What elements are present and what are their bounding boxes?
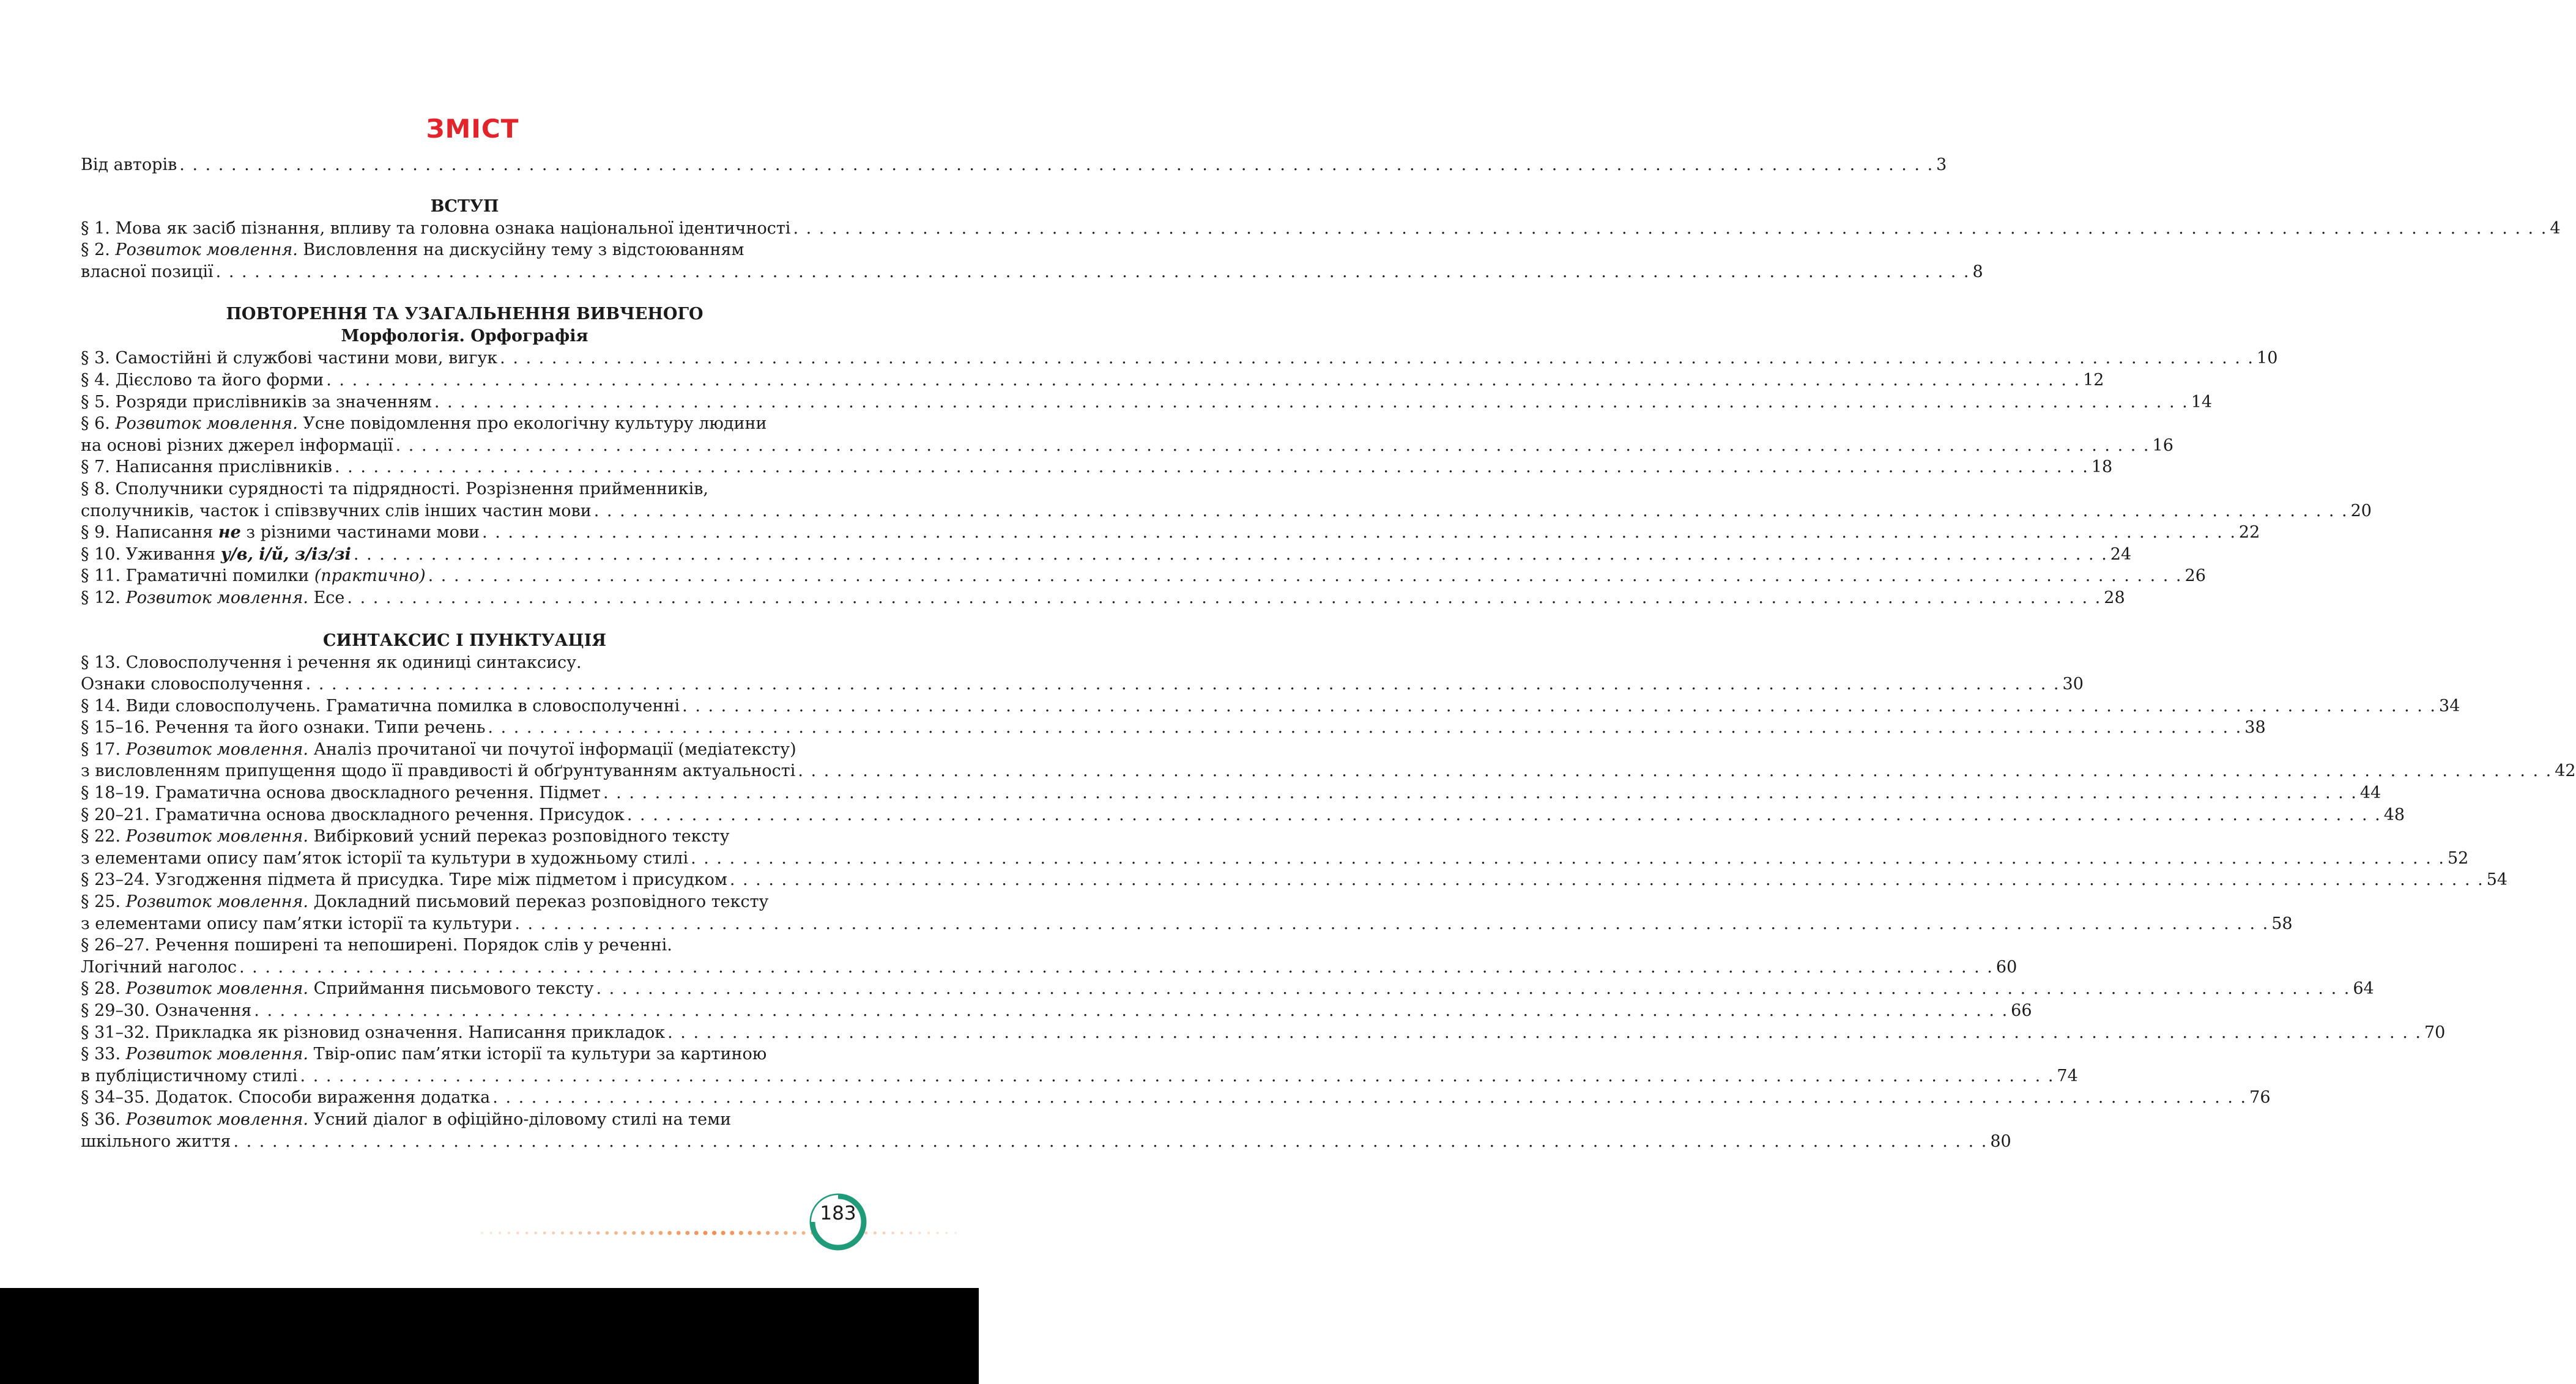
dot-leader: . . . . . . . . . . . . . . . . . . . . . . . . . . . . . . . . . . . . . . . . . . . . . . . . . . . . . . . . . . . . . . . . . . . . . . . . . . . . . . . . . . . . . . . . . . . . . . . . . . . . . . . . . . . . . . . . . . . . . . . . . . . . . . . . . . . . . . . .: [596, 979, 2351, 999]
decorative-dot: [596, 1231, 600, 1235]
entry-page: 66: [2011, 1001, 2032, 1020]
section-heading-review: ПОВТОРЕННЯ ТА УЗАГАЛЬНЕННЯ ВИВЧЕНОГО: [226, 305, 703, 324]
toc-entry-4[interactable]: § 4. Дієслово та його форми . . . . . . . . . . . . . . . . . . . . . . . . . . . . . . . . . . . . . . . . . . . . . . . . . . . . . . . . . . . . . . . . . . . . . . . . . . . . . . . . . . . . . . . . . . . . . . . . . . . . . . . . . . . . . . . . . . . . . . . . . . . . . . . . . . . . . . . . 12: [81, 369, 848, 391]
dot-leader: . . . . . . . . . . . . . . . . . . . . . . . . . . . . . . . . . . . . . . . . . . . . . . . . . . . . . . . . . . . . . . . . . . . . . . . . . . . . . . . . . . . . . . . . . . . . . . . . . . . . . . . . . . . . . . . . . . . . . . . . . . . . . . . . . . . . . . . .: [254, 1001, 2009, 1020]
speech-development-label: Розвиток мовлення.: [125, 1045, 308, 1064]
entry-page: 8: [1972, 262, 1983, 281]
dot-leader: . . . . . . . . . . . . . . . . . . . . . . . . . . . . . . . . . . . . . . . . . . . . . . . . . . . . . . . . . . . . . . . . . . . . . . . . . . . . . . . . . . . . . . . . . . . . . . . . . . . . . . . . . . . . . . . . . . . . . . . . . . . . . . . . . . . . . . . .: [233, 1131, 1988, 1151]
bottom-black-bar: [0, 1288, 979, 1384]
decorative-dot: [552, 1232, 555, 1235]
entry-text: Додаток. Способи вираження додатка: [155, 1088, 491, 1108]
entry-text: Означення: [155, 1001, 252, 1020]
entry-text-line1: Усний діалог в офіційно-діловому стилі на теми: [313, 1109, 732, 1129]
dot-leader: . . . . . . . . . . . . . . . . . . . . . . . . . . . . . . . . . . . . . . . . . . . . . . . . . . . . . . . . . . . . . . . . . . . . . . . . . . . . . . . . . . . . . . . . . . . . . . . . . . . . . . . . . . . . . . . . . . . . . . . . . . . . . . . . . . . . . . . .: [691, 848, 2445, 868]
dot-leader: . . . . . . . . . . . . . . . . . . . . . . . . . . . . . . . . . . . . . . . . . . . . . . . . . . . . . . . . . . . . . . . . . . . . . . . . . . . . . . . . . . . . . . . . . . . . . . . . . . . . . . . . . . . . . . . . . . . . . . . . . . . . . . . . . . . . . . . .: [326, 370, 2081, 390]
entry-text: Граматична основа двоскладного речення. Присудок: [155, 805, 625, 824]
section-heading-syntax: СИНТАКСИС І ПУНКТУАЦІЯ: [322, 631, 607, 650]
toc-entry-17[interactable]: § 17. Розвиток мовлення. Аналіз прочитаної чи почутої інформації (медіатексту) з висловленням припущення щодо її правдивості й обґрунтуванням актуальності . . . . . . . . . . . . . . . . . . . . . . . . . . . . . . . . . . . . . . . . . . . . . . . . . . . . . . . . . . . . . . . . . . . . . . . . . . . . . . . . . . . . . . . . . . . . . . . . . . . . . . . . . . . . . . . . . . . . . . . . . . . . . . . . . . . . . . . . 42: [81, 739, 848, 782]
decorative-dot: [632, 1231, 636, 1235]
entry-text-line2: на основі різних джерел інформації: [81, 435, 393, 455]
toc-entry-9[interactable]: § 9. Написання не з різними частинами мови . . . . . . . . . . . . . . . . . . . . . . . . . . . . . . . . . . . . . . . . . . . . . . . . . . . . . . . . . . . . . . . . . . . . . . . . . . . . . . . . . . . . . . . . . . . . . . . . . . . . . . . . . . . . . . . . . . . . . . . . . . . . . . . . . . . . . . . . 22: [81, 522, 848, 544]
entry-page: 54: [2486, 870, 2508, 890]
decorative-dot: [667, 1231, 672, 1235]
entry-page: 80: [1990, 1131, 2011, 1151]
decorative-dot: [730, 1231, 734, 1235]
toc-entry-26[interactable]: § 26–27. Речення поширені та непоширені. Порядок слів у реченні. Логічний наголос . . . . . . . . . . . . . . . . . . . . . . . . . . . . . . . . . . . . . . . . . . . . . . . . . . . . . . . . . . . . . . . . . . . . . . . . . . . . . . . . . . . . . . . . . . . . . . . . . . . . . . . . . . . . . . . . . . . . . . . . . . . . . . . . . . . . . . . . 60: [81, 934, 848, 978]
decorative-dot: [775, 1231, 779, 1235]
entry-note: (практично): [314, 566, 426, 586]
entry-page: 60: [1995, 957, 2017, 977]
decorative-dot: [534, 1232, 537, 1235]
decorative-dot-rule: [477, 1227, 967, 1239]
entry-page: 20: [2350, 501, 2372, 520]
decorative-dot: [490, 1232, 492, 1234]
decorative-dot: [641, 1231, 645, 1235]
toc-entry-8[interactable]: § 8. Сполучники сурядності та підрядності. Розрізнення прийменників, сполучників, часток і співзвучних слів інших частин мови . . . . . . . . . . . . . . . . . . . . . . . . . . . . . . . . . . . . . . . . . . . . . . . . . . . . . . . . . . . . . . . . . . . . . . . . . . . . . . . . . . . . . . . . . . . . . . . . . . . . . . . . . . . . . . . . . . . . . . . . . . . . . . . . . . . . . . . . 20: [81, 478, 848, 522]
toc-entry-3[interactable]: § 3. Самостійні й службові частини мови, вигук . . . . . . . . . . . . . . . . . . . . . . . . . . . . . . . . . . . . . . . . . . . . . . . . . . . . . . . . . . . . . . . . . . . . . . . . . . . . . . . . . . . . . . . . . . . . . . . . . . . . . . . . . . . . . . . . . . . . . . . . . . . . . . . . . . . . . . . . 10: [81, 347, 848, 369]
entry-text-line2: в публіцистичному стилі: [81, 1066, 298, 1086]
dot-leader: . . . . . . . . . . . . . . . . . . . . . . . . . . . . . . . . . . . . . . . . . . . . . . . . . . . . . . . . . . . . . . . . . . . . . . . . . . . . . . . . . . . . . . . . . . . . . . . . . . . . . . . . . . . . . . . . . . . . . . . . . . . . . . . . . . . . . . . .: [500, 349, 2255, 368]
dot-leader: . . . . . . . . . . . . . . . . . . . . . . . . . . . . . . . . . . . . . . . . . . . . . . . . . . . . . . . . . . . . . . . . . . . . . . . . . . . . . . . . . . . . . . . . . . . . . . . . . . . . . . . . . . . . . . . . . . . . . . . . . . . . . . . . . . . . . . . .: [593, 501, 2348, 520]
entry-text-line1: Речення поширені та непоширені. Порядок слів у реченні.: [155, 936, 672, 955]
toc-entry-14[interactable]: § 14. Види словосполучень. Граматична помилка в словосполученні . . . . . . . . . . . . . . . . . . . . . . . . . . . . . . . . . . . . . . . . . . . . . . . . . . . . . . . . . . . . . . . . . . . . . . . . . . . . . . . . . . . . . . . . . . . . . . . . . . . . . . . . . . . . . . . . . . . . . . . . . . . . . . . . . . . . . . . . 34: [81, 695, 848, 717]
entry-text-line1: Вибірковий усний переказ розповідного тексту: [313, 827, 730, 846]
dot-leader: . . . . . . . . . . . . . . . . . . . . . . . . . . . . . . . . . . . . . . . . . . . . . . . . . . . . . . . . . . . . . . . . . . . . . . . . . . . . . . . . . . . . . . . . . . . . . . . . . . . . . . . . . . . . . . . . . . . . . . . . . . . . . . . . . . . . . . . .: [353, 544, 2108, 564]
entry-page: 14: [2191, 392, 2213, 412]
dot-leader: . . . . . . . . . . . . . . . . . . . . . . . . . . . . . . . . . . . . . . . . . . . . . . . . . . . . . . . . . . . . . . . . . . . . . . . . . . . . . . . . . . . . . . . . . . . . . . . . . . . . . . . . . . . . . . . . . . . . . . . . . . . . . . . . . . . . . . . .: [347, 588, 2102, 607]
entry-text-line1: Аналіз прочитаної чи почутої інформації (медіатексту): [313, 739, 796, 759]
decorative-dot: [945, 1232, 948, 1234]
entry-text-line2: сполучників, часток і співзвучних слів інших частин мови: [81, 501, 592, 520]
decorative-dot: [561, 1231, 564, 1234]
toc-entry-13[interactable]: § 13. Словосполучення і речення як одиниці синтаксису. Ознаки словосполучення . . . . . . . . . . . . . . . . . . . . . . . . . . . . . . . . . . . . . . . . . . . . . . . . . . . . . . . . . . . . . . . . . . . . . . . . . . . . . . . . . . . . . . . . . . . . . . . . . . . . . . . . . . . . . . . . . . . . . . . . . . . . . . . . . . . . . . . . 30: [81, 652, 848, 695]
decorative-dot: [874, 1232, 877, 1235]
entry-text: Граматична основа двоскладного речення. Підмет: [155, 783, 601, 803]
entry-text-line2: з елементами опису пам’ятки історії та культури: [81, 914, 513, 933]
dot-leader: . . . . . . . . . . . . . . . . . . . . . . . . . . . . . . . . . . . . . . . . . . . . . . . . . . . . . . . . . . . . . . . . . . . . . . . . . . . . . . . . . . . . . . . . . . . . . . . . . . . . . . . . . . . . . . . . . . . . . . . . . . . . . . . . . . . . . . . .: [215, 262, 1970, 281]
toc-entry-25[interactable]: § 25. Розвиток мовлення. Докладний письмовий переказ розповідного тексту з елементами опису пам’ятки історії та культури . . . . . . . . . . . . . . . . . . . . . . . . . . . . . . . . . . . . . . . . . . . . . . . . . . . . . . . . . . . . . . . . . . . . . . . . . . . . . . . . . . . . . . . . . . . . . . . . . . . . . . . . . . . . . . . . . . . . . . . . . . . . . . . . . . . . . . . . 58: [81, 891, 848, 934]
entry-number: § 2.: [81, 240, 110, 260]
toc-entry-2[interactable]: [81, 239, 1983, 283]
speech-development-label: Розвиток мовлення.: [125, 979, 308, 999]
toc-entry-23[interactable]: § 23–24. Узгодження підмета й присудка. Тире між підметом і присудком . . . . . . . . . . . . . . . . . . . . . . . . . . . . . . . . . . . . . . . . . . . . . . . . . . . . . . . . . . . . . . . . . . . . . . . . . . . . . . . . . . . . . . . . . . . . . . . . . . . . . . . . . . . . . . . . . . . . . . . . . . . . . . . . . . . . . . . . 54: [81, 869, 848, 891]
toc-entry-36[interactable]: § 36. Розвиток мовлення. Усний діалог в офіційно-діловому стилі на теми шкільного життя . . . . . . . . . . . . . . . . . . . . . . . . . . . . . . . . . . . . . . . . . . . . . . . . . . . . . . . . . . . . . . . . . . . . . . . . . . . . . . . . . . . . . . . . . . . . . . . . . . . . . . . . . . . . . . . . . . . . . . . . . . . . . . . . . . . . . . . . 80: [81, 1109, 848, 1152]
entry-text: Мова як засіб пізнання, впливу та головна ознака національної ідентичності: [115, 218, 791, 238]
decorative-dot: [712, 1230, 716, 1235]
toc-entry-5[interactable]: § 5. Розряди прислівників за значенням . . . . . . . . . . . . . . . . . . . . . . . . . . . . . . . . . . . . . . . . . . . . . . . . . . . . . . . . . . . . . . . . . . . . . . . . . . . . . . . . . . . . . . . . . . . . . . . . . . . . . . . . . . . . . . . . . . . . . . . . . . . . . . . . . . . . . . . . 14: [81, 391, 848, 413]
entry-text-line2: шкільного життя: [81, 1131, 231, 1151]
entry-text-line1: Сполучники сурядності та підрядності. Розрізнення прийменників,: [115, 479, 708, 498]
bold-particle: не: [218, 523, 241, 542]
dot-leader: . . . . . . . . . . . . . . . . . . . . . . . . . . . . . . . . . . . . . . . . . . . . . . . . . . . . . . . . . . . . . . . . . . . . . . . . . . . . . . . . . . . . . . . . . . . . . . . . . . . . . . . . . . . . . . . . . . . . . . . . . . . . . . . . . . . . . . . .: [428, 566, 2183, 586]
decorative-dot: [954, 1232, 957, 1234]
entry-page: 70: [2424, 1023, 2446, 1042]
entry-page: 3: [1936, 155, 1947, 174]
dot-leader: . . . . . . . . . . . . . . . . . . . . . . . . . . . . . . . . . . . . . . . . . . . . . . . . . . . . . . . . . . . . . . . . . . . . . . . . . . . . . . . . . . . . . . . . . . . . . . . . . . . . . . . . . . . . . . . . . . . . . . . . . . . . . . . . . . . . . . . .: [798, 761, 2553, 781]
dot-leader: . . . . . . . . . . . . . . . . . . . . . . . . . . . . . . . . . . . . . . . . . . . . . . . . . . . . . . . . . . . . . . . . . . . . . . . . . . . . . . . . . . . . . . . . . . . . . . . . . . . . . . . . . . . . . . . . . . . . . . . . . . . . . . . . . . . . . . . .: [793, 218, 2548, 238]
entry-page: 22: [2238, 523, 2260, 542]
dot-leader: . . . . . . . . . . . . . . . . . . . . . . . . . . . . . . . . . . . . . . . . . . . . . . . . . . . . . . . . . . . . . . . . . . . . . . . . . . . . . . . . . . . . . . . . . . . . . . . . . . . . . . . . . . . . . . . . . . . . . . . . . . . . . . . . . . . . . . . .: [300, 1066, 2055, 1086]
entry-page: 58: [2271, 914, 2293, 933]
speech-development-label: Розвиток мовлення.: [115, 240, 298, 260]
decorative-dot: [766, 1231, 770, 1235]
entry-text: Речення та його ознаки. Типи речень: [155, 718, 486, 738]
dot-leader: . . . . . . . . . . . . . . . . . . . . . . . . . . . . . . . . . . . . . . . . . . . . . . . . . . . . . . . . . . . . . . . . . . . . . . . . . . . . . . . . . . . . . . . . . . . . . . . . . . . . . . . . . . . . . . . . . . . . . . . . . . . . . . . . . . . . . . . .: [395, 435, 2150, 455]
entry-text-line1: Усне повідомлення про екологічну культуру людини: [303, 414, 767, 434]
entry-page: 10: [2257, 349, 2278, 368]
entry-page: 4: [2550, 218, 2561, 238]
entry-text-line1: Твір-опис пам’ятки історії та культури за картиною: [313, 1045, 767, 1064]
entry-text-line1: Докладний письмовий переказ розповідного тексту: [313, 892, 769, 912]
decorative-dot: [516, 1232, 519, 1235]
entry-page: 64: [2353, 979, 2374, 999]
toc-entry-11[interactable]: § 11. Граматичні помилки (практично) . . . . . . . . . . . . . . . . . . . . . . . . . . . . . . . . . . . . . . . . . . . . . . . . . . . . . . . . . . . . . . . . . . . . . . . . . . . . . . . . . . . . . . . . . . . . . . . . . . . . . . . . . . . . . . . . . . . . . . . . . . . . . . . . . . . . . . . . 26: [81, 565, 848, 587]
toc-entry-12[interactable]: § 12. Розвиток мовлення. Есе . . . . . . . . . . . . . . . . . . . . . . . . . . . . . . . . . . . . . . . . . . . . . . . . . . . . . . . . . . . . . . . . . . . . . . . . . . . . . . . . . . . . . . . . . . . . . . . . . . . . . . . . . . . . . . . . . . . . . . . . . . . . . . . . . . . . . . . . 28: [81, 587, 848, 609]
entry-text-line1: Словосполучення і речення як одиниці синтаксису.: [125, 653, 582, 672]
toc-entry-31[interactable]: § 31–32. Прикладка як різновид означення. Написання прикладок . . . . . . . . . . . . . . . . . . . . . . . . . . . . . . . . . . . . . . . . . . . . . . . . . . . . . . . . . . . . . . . . . . . . . . . . . . . . . . . . . . . . . . . . . . . . . . . . . . . . . . . . . . . . . . . . . . . . . . . . . . . . . . . . . . . . . . . . 70: [81, 1022, 848, 1044]
toc-entry-15[interactable]: § 15–16. Речення та його ознаки. Типи речень . . . . . . . . . . . . . . . . . . . . . . . . . . . . . . . . . . . . . . . . . . . . . . . . . . . . . . . . . . . . . . . . . . . . . . . . . . . . . . . . . . . . . . . . . . . . . . . . . . . . . . . . . . . . . . . . . . . . . . . . . . . . . . . . . . . . . . . . 38: [81, 717, 848, 739]
toc-entry-29[interactable]: § 29–30. Означення . . . . . . . . . . . . . . . . . . . . . . . . . . . . . . . . . . . . . . . . . . . . . . . . . . . . . . . . . . . . . . . . . . . . . . . . . . . . . . . . . . . . . . . . . . . . . . . . . . . . . . . . . . . . . . . . . . . . . . . . . . . . . . . . . . . . . . . . 66: [81, 1000, 848, 1022]
decorative-dot: [587, 1231, 590, 1234]
toc-entry-10[interactable]: § 10. Уживання у/в, і/й, з/із/зі . . . . . . . . . . . . . . . . . . . . . . . . . . . . . . . . . . . . . . . . . . . . . . . . . . . . . . . . . . . . . . . . . . . . . . . . . . . . . . . . . . . . . . . . . . . . . . . . . . . . . . . . . . . . . . . . . . . . . . . . . . . . . . . . . . . . . . . . 24: [81, 544, 848, 566]
dot-leader: . . . . . . . . . . . . . . . . . . . . . . . . . . . . . . . . . . . . . . . . . . . . . . . . . . . . . . . . . . . . . . . . . . . . . . . . . . . . . . . . . . . . . . . . . . . . . . . . . . . . . . . . . . . . . . . . . . . . . . . . . . . . . . . . . . . . . . . .: [305, 675, 2060, 694]
entry-text-line2: Ознаки словосполучення: [81, 675, 303, 694]
speech-development-label: Розвиток мовлення.: [115, 414, 298, 434]
entry-text: Від авторів: [81, 155, 177, 174]
decorative-dot: [650, 1231, 653, 1235]
decorative-dot: [570, 1231, 573, 1234]
decorative-dot: [677, 1231, 681, 1235]
entry-text-line1: Висловлення на дискусійну тему з відстоюванням: [303, 240, 744, 260]
dot-leader: . . . . . . . . . . . . . . . . . . . . . . . . . . . . . . . . . . . . . . . . . . . . . . . . . . . . . . . . . . . . . . . . . . . . . . . . . . . . . . . . . . . . . . . . . . . . . . . . . . . . . . . . . . . . . . . . . . . . . . . . . . . . . . . . . . . . . . . .: [514, 914, 2270, 933]
bold-letters: у/в, і/й, з/із/зі: [220, 544, 351, 564]
subsection-heading-morphology: Морфологія. Орфографія: [341, 327, 588, 346]
speech-development-label: Розвиток мовлення.: [125, 892, 308, 912]
table-of-contents: [81, 154, 2576, 1152]
entry-page: 26: [2184, 566, 2206, 586]
entry-text: Прикладка як різновид означення. Написання прикладок: [155, 1023, 666, 1042]
decorative-dot: [883, 1232, 886, 1235]
decorative-dot: [793, 1231, 796, 1235]
entry-page: 16: [2152, 435, 2173, 455]
decorative-dot: [918, 1232, 921, 1234]
speech-development-label: Розвиток мовлення.: [125, 1109, 308, 1129]
decorative-dot: [900, 1232, 904, 1235]
entry-page: 38: [2244, 718, 2266, 738]
entry-page: 24: [2110, 544, 2132, 564]
entry-page: 30: [2062, 675, 2084, 694]
entry-text: Розряди прислівників за значенням: [115, 392, 432, 412]
entry-text: Види словосполучень. Граматична помилка в словосполученні: [125, 696, 680, 716]
toc-entry-34[interactable]: § 34–35. Додаток. Способи вираження додатка . . . . . . . . . . . . . . . . . . . . . . . . . . . . . . . . . . . . . . . . . . . . . . . . . . . . . . . . . . . . . . . . . . . . . . . . . . . . . . . . . . . . . . . . . . . . . . . . . . . . . . . . . . . . . . . . . . . . . . . . . . . . . . . . . . . . . . . . 76: [81, 1087, 848, 1109]
decorative-dot: [614, 1231, 618, 1235]
dot-leader: . . . . . . . . . . . . . . . . . . . . . . . . . . . . . . . . . . . . . . . . . . . . . . . . . . . . . . . . . . . . . . . . . . . . . . . . . . . . . . . . . . . . . . . . . . . . . . . . . . . . . . . . . . . . . . . . . . . . . . . . . . . . . . . . . . . . . . . .: [626, 805, 2381, 824]
decorative-dot: [910, 1232, 913, 1235]
decorative-dot: [927, 1232, 930, 1234]
section-heading-intro: ВСТУП: [430, 196, 499, 216]
dot-leader: . . . . . . . . . . . . . . . . . . . . . . . . . . . . . . . . . . . . . . . . . . . . . . . . . . . . . . . . . . . . . . . . . . . . . . . . . . . . . . . . . . . . . . . . . . . . . . . . . . . . . . . . . . . . . . . . . . . . . . . . . . . . . . . . . . . . . . . .: [434, 392, 2189, 412]
entry-text-line2: з висловленням припущення щодо її правдивості й обґрунтуванням актуальності: [81, 761, 796, 781]
toc-entry-from-authors[interactable]: [81, 154, 1947, 176]
toc-entry-22[interactable]: § 22. Розвиток мовлення. Вибірковий усний переказ розповідного тексту з елементами опису пам’яток історії та культури в художньому стилі . . . . . . . . . . . . . . . . . . . . . . . . . . . . . . . . . . . . . . . . . . . . . . . . . . . . . . . . . . . . . . . . . . . . . . . . . . . . . . . . . . . . . . . . . . . . . . . . . . . . . . . . . . . . . . . . . . . . . . . . . . . . . . . . . . . . . . . . 52: [81, 826, 848, 869]
decorative-dot: [659, 1231, 663, 1235]
entry-text: Дієслово та його форми: [115, 370, 324, 390]
dot-leader: . . . . . . . . . . . . . . . . . . . . . . . . . . . . . . . . . . . . . . . . . . . . . . . . . . . . . . . . . . . . . . . . . . . . . . . . . . . . . . . . . . . . . . . . . . . . . . . . . . . . . . . . . . . . . . . . . . . . . . . . . . . . . . . . . . . . . . . .: [239, 957, 1994, 977]
entry-page: 74: [2057, 1066, 2078, 1086]
toc-entry-20[interactable]: § 20–21. Граматична основа двоскладного речення. Присудок . . . . . . . . . . . . . . . . . . . . . . . . . . . . . . . . . . . . . . . . . . . . . . . . . . . . . . . . . . . . . . . . . . . . . . . . . . . . . . . . . . . . . . . . . . . . . . . . . . . . . . . . . . . . . . . . . . . . . . . . . . . . . . . . . . . . . . . . 48: [81, 804, 848, 826]
speech-development-label: Розвиток мовлення.: [125, 588, 308, 607]
entry-text: Самостійні й службові частини мови, вигук: [115, 349, 498, 368]
decorative-dot: [525, 1232, 529, 1235]
decorative-dot: [685, 1231, 689, 1235]
decorative-dot: [802, 1231, 806, 1235]
toc-entry-18[interactable]: § 18–19. Граматична основа двоскладного речення. Підмет . . . . . . . . . . . . . . . . . . . . . . . . . . . . . . . . . . . . . . . . . . . . . . . . . . . . . . . . . . . . . . . . . . . . . . . . . . . . . . . . . . . . . . . . . . . . . . . . . . . . . . . . . . . . . . . . . . . . . . . . . . . . . . . . . . . . . . . . 44: [81, 782, 848, 804]
entry-text-line2: Логічний наголос: [81, 957, 237, 977]
toc-entry-6[interactable]: § 6. Розвиток мовлення. Усне повідомлення про екологічну культуру людини на основі різних джерел інформації . . . . . . . . . . . . . . . . . . . . . . . . . . . . . . . . . . . . . . . . . . . . . . . . . . . . . . . . . . . . . . . . . . . . . . . . . . . . . . . . . . . . . . . . . . . . . . . . . . . . . . . . . . . . . . . . . . . . . . . . . . . . . . . . . . . . . . . . 16: [81, 413, 848, 456]
entry-text: Написання прислівників: [115, 457, 332, 477]
entry-page: 76: [2249, 1088, 2271, 1108]
dot-leader: . . . . . . . . . . . . . . . . . . . . . . . . . . . . . . . . . . . . . . . . . . . . . . . . . . . . . . . . . . . . . . . . . . . . . . . . . . . . . . . . . . . . . . . . . . . . . . . . . . . . . . . . . . . . . . . . . . . . . . . . . . . . . . . . . . . . . . . .: [492, 1088, 2248, 1108]
dot-leader: . . . . . . . . . . . . . . . . . . . . . . . . . . . . . . . . . . . . . . . . . . . . . . . . . . . . . . . . . . . . . . . . . . . . . . . . . . . . . . . . . . . . . . . . . . . . . . . . . . . . . . . . . . . . . . . . . . . . . . . . . . . . . . . . . . . . . . . .: [179, 155, 1934, 174]
entry-page: 34: [2439, 696, 2460, 716]
entry-page: 42: [2555, 761, 2576, 781]
decorative-dot: [508, 1232, 510, 1234]
decorative-dot: [757, 1231, 761, 1235]
page-number: 183: [820, 1202, 856, 1224]
entry-page: 28: [2104, 588, 2125, 607]
entry-page: 52: [2447, 848, 2469, 868]
entry-page: 18: [2091, 457, 2113, 477]
decorative-dot: [499, 1232, 501, 1234]
dot-leader: . . . . . . . . . . . . . . . . . . . . . . . . . . . . . . . . . . . . . . . . . . . . . . . . . . . . . . . . . . . . . . . . . . . . . . . . . . . . . . . . . . . . . . . . . . . . . . . . . . . . . . . . . . . . . . . . . . . . . . . . . . . . . . . . . . . . . . . .: [729, 870, 2484, 890]
decorative-dot: [891, 1232, 894, 1235]
dot-leader: . . . . . . . . . . . . . . . . . . . . . . . . . . . . . . . . . . . . . . . . . . . . . . . . . . . . . . . . . . . . . . . . . . . . . . . . . . . . . . . . . . . . . . . . . . . . . . . . . . . . . . . . . . . . . . . . . . . . . . . . . . . . . . . . . . . . . . . .: [682, 696, 2437, 716]
decorative-dot: [579, 1231, 582, 1234]
entry-page: 48: [2383, 805, 2405, 824]
entry-text-line2: з елементами опису пам’яток історії та культури в художньому стилі: [81, 848, 689, 868]
decorative-dot: [784, 1231, 787, 1235]
decorative-dot: [694, 1231, 699, 1235]
toc-entry-7[interactable]: § 7. Написання прислівників . . . . . . . . . . . . . . . . . . . . . . . . . . . . . . . . . . . . . . . . . . . . . . . . . . . . . . . . . . . . . . . . . . . . . . . . . . . . . . . . . . . . . . . . . . . . . . . . . . . . . . . . . . . . . . . . . . . . . . . . . . . . . . . . . . . . . . . . 18: [81, 456, 848, 478]
speech-development-label: Розвиток мовлення.: [125, 739, 308, 759]
toc-entry-33[interactable]: § 33. Розвиток мовлення. Твір-опис пам’ятки історії та культури за картиною в публіцистичному стилі . . . . . . . . . . . . . . . . . . . . . . . . . . . . . . . . . . . . . . . . . . . . . . . . . . . . . . . . . . . . . . . . . . . . . . . . . . . . . . . . . . . . . . . . . . . . . . . . . . . . . . . . . . . . . . . . . . . . . . . . . . . . . . . . . . . . . . . . 74: [81, 1043, 848, 1087]
decorative-dot: [543, 1232, 546, 1235]
dot-leader: . . . . . . . . . . . . . . . . . . . . . . . . . . . . . . . . . . . . . . . . . . . . . . . . . . . . . . . . . . . . . . . . . . . . . . . . . . . . . . . . . . . . . . . . . . . . . . . . . . . . . . . . . . . . . . . . . . . . . . . . . . . . . . . . . . . . . . . .: [488, 718, 2243, 738]
decorative-dot: [481, 1232, 483, 1234]
decorative-dot: [703, 1230, 707, 1235]
page-title: ЗМІСТ: [426, 114, 519, 144]
decorative-dot: [739, 1231, 743, 1235]
decorative-dot: [721, 1230, 726, 1235]
entry-number: § 1.: [81, 218, 110, 238]
entry-text: Узгодження підмета й присудка. Тире між підметом і присудком: [155, 870, 727, 890]
decorative-dot: [606, 1231, 609, 1235]
decorative-dot: [623, 1231, 627, 1235]
decorative-dot: [748, 1231, 752, 1235]
dot-leader: . . . . . . . . . . . . . . . . . . . . . . . . . . . . . . . . . . . . . . . . . . . . . . . . . . . . . . . . . . . . . . . . . . . . . . . . . . . . . . . . . . . . . . . . . . . . . . . . . . . . . . . . . . . . . . . . . . . . . . . . . . . . . . . . . . . . . . . .: [334, 457, 2089, 477]
toc-entry-28[interactable]: § 28. Розвиток мовлення. Сприймання письмового тексту . . . . . . . . . . . . . . . . . . . . . . . . . . . . . . . . . . . . . . . . . . . . . . . . . . . . . . . . . . . . . . . . . . . . . . . . . . . . . . . . . . . . . . . . . . . . . . . . . . . . . . . . . . . . . . . . . . . . . . . . . . . . . . . . . . . . . . . . 64: [81, 978, 848, 1000]
entry-page: 12: [2083, 370, 2104, 390]
entry-page: 44: [2359, 783, 2381, 803]
dot-leader: . . . . . . . . . . . . . . . . . . . . . . . . . . . . . . . . . . . . . . . . . . . . . . . . . . . . . . . . . . . . . . . . . . . . . . . . . . . . . . . . . . . . . . . . . . . . . . . . . . . . . . . . . . . . . . . . . . . . . . . . . . . . . . . . . . . . . . . .: [667, 1023, 2422, 1042]
dot-leader: . . . . . . . . . . . . . . . . . . . . . . . . . . . . . . . . . . . . . . . . . . . . . . . . . . . . . . . . . . . . . . . . . . . . . . . . . . . . . . . . . . . . . . . . . . . . . . . . . . . . . . . . . . . . . . . . . . . . . . . . . . . . . . . . . . . . . . . .: [482, 523, 2236, 542]
entry-text-line2: власної позиції: [81, 262, 213, 281]
dot-leader: . . . . . . . . . . . . . . . . . . . . . . . . . . . . . . . . . . . . . . . . . . . . . . . . . . . . . . . . . . . . . . . . . . . . . . . . . . . . . . . . . . . . . . . . . . . . . . . . . . . . . . . . . . . . . . . . . . . . . . . . . . . . . . . . . . . . . . . .: [603, 783, 2358, 803]
decorative-dot: [937, 1232, 939, 1234]
toc-entry-1[interactable]: [81, 218, 2561, 240]
speech-development-label: Розвиток мовлення.: [125, 827, 308, 846]
